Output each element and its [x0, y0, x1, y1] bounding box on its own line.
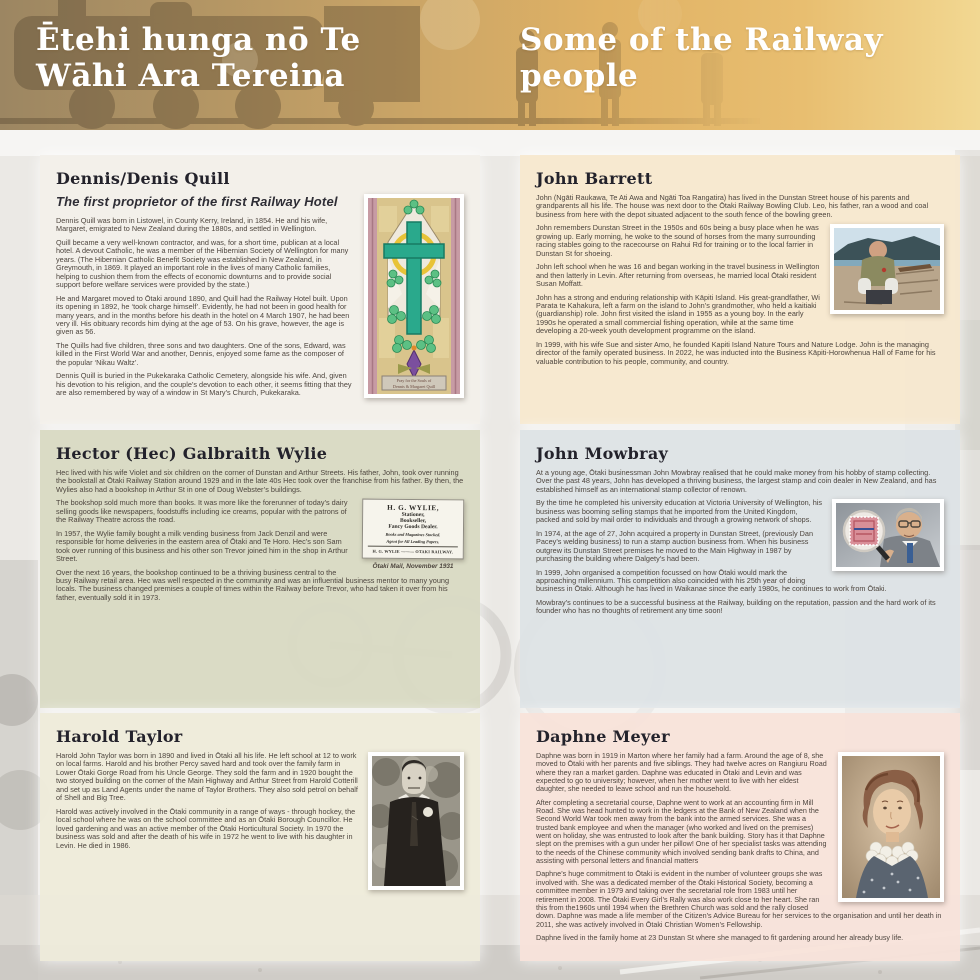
meyer-paragraph: Daphne was born in 1919 in Marton where her family had a farm. Around the age of 8, she moved to Ōtaki with her parents and five siblings. They had twelve acres on Rangiuru Road where they ran a market garden. Daphne was educated in Ōtaki and Levin and was expected to go to university; however, when her mother went to live with her eldest daughter, she needed to leave school and run the household. [536, 751, 827, 794]
quill-stained-glass-photo [364, 194, 464, 398]
barrett-photo [830, 224, 944, 314]
mowbray-paragraph: By the time he completed his university education at Victoria University of Wellington, his business was booming selling stamps that he imported from the United Kingdom, packed and sold by mail order to individuals and through a growing network of shops. [536, 498, 823, 525]
barrett-paragraph: John has a strong and enduring relationship with Kāpiti Island. His great-grandfather, Wi Parata te Kahakura, left a farm on the island to John’s grandmother, who held a kaitiaki (guardianship) role. John first visited the island in 1955 as a young boy. In the early 1990s he operated a small commercial fishing operation, while at the same time developing a 20-week youth development programme on the island. [536, 292, 820, 336]
stained-glass-window-image [368, 198, 460, 394]
barrett-heading: John Barrett [536, 169, 653, 188]
section-john-mowbray [520, 430, 960, 708]
wylie-heading: Hector (Hec) Galbraith Wylie [56, 444, 328, 463]
wylie-ad-caption: Ōtaki Mail, November 1931 [372, 563, 454, 571]
ad-line: Bookseller, [400, 518, 427, 525]
wylie-newspaper-ad [362, 499, 464, 570]
barrett-paragraph: In 1999, with his wife Sue and sister Amo, he founded Kapiti Island Nature Tours and Nature Lodge. John is the managing director of the family operated business. In 2022, he was inducted into the Business Kāpiti-Horowhenua Hall of Fame for his valuable contribution to his people, community, and country. [536, 339, 936, 366]
mowbray-stamp-image [836, 503, 940, 567]
window-plaque-line2: Dennis & Margaret Quill [392, 384, 436, 389]
taylor-paragraph: Harold John Taylor was born in 1890 and lived in Ōtaki all his life. He left school at 12 to work on local farms. Harold and his brother Percy saved hard and took over the family farm in Lower Ōtaki Gorge Road from his Uncle George. They sold the farm and in 1920 bought the two storyed building on the corner of the Main Highway and Arthur Street from Harold Cotterill and set up as Land Agents under the name of Taylor Brothers. They also sold petrol on behalf of Shell and Big Tree. [56, 751, 358, 803]
meyer-portrait-image [842, 756, 940, 898]
quill-paragraph: The Quills had five children, three sons and two daughters. One of the sons, Edward, was killed in the First World War and another, Dennis, enjoyed some fame as the composer of the popular ‘Nikau Waltz’. [56, 340, 346, 367]
ad-line: Books and Magazines Stocked. [385, 532, 441, 538]
taylor-paragraph: Harold was actively involved in the Ōtaki community in a range of ways - through hockey, the local school where he was on the school committee and as an Ōtaki Borough Councillor. He loved gardening and was an active member of the Ōtaki Horticultural Society. In 1970 the business was sold and after the death of his wife in 1972 he went to live with his daughter in Levin. He died in 1986. [56, 806, 356, 850]
ad-divider [368, 546, 458, 548]
mowbray-paragraph: In 1999, John organised a competition focussed on how Ōtaki would mark the approaching millennium. This competition also coincided with his 25th year of doing business in Ōtaki. Although he has lived in Waikanae since the early 1980s, he continues to work from Ōtaki. [536, 567, 887, 594]
ad-line: H. G. WYLIE ——— OTAKI RAILWAY. [372, 549, 454, 555]
section-hec-wylie [40, 430, 480, 708]
wylie-paragraph: The bookshop sold much more than books. It was more like the forerunner of today’s dairy selling goods like newspapers, foodstuffs including ice creams, popular with the patrons of the Railway Theatre across the road. [56, 498, 348, 525]
meyer-paragraph: After completing a secretarial course, Daphne went to work at an accounting firm in Mill Road. She was head hunted to work in the ledgers at the Bank of New Zealand when the Second World War took men away from the bank into the armed services. She was a trusted bank employee and when the manager (who worked and lived on the premises) went on holiday, she was entrusted to look after the bank building. Story has it that Daphne slept on the premises with a gun under her pillow! One of her specialist tasks was attending to the needs of the Chinese community which involved sending bank drafts to China, and assisting with personal letters and financial matters [536, 797, 827, 866]
ad-line: Agent for All Leading Papers. [386, 539, 440, 545]
quill-subheading: The first proprietor of the first Railway Hotel [56, 194, 338, 209]
title-english: Some of the Railway people [520, 22, 883, 95]
title-maori: Ētehi hunga nō Te Wāhi Ara Tereina [36, 22, 361, 95]
section-harold-taylor [40, 713, 480, 961]
window-plaque-line1: Pray for the Souls of [396, 378, 432, 383]
ad-line: Fancy Goods Dealer. [388, 524, 438, 531]
mowbray-heading: John Mowbray [536, 444, 669, 463]
newspaper-clipping [362, 499, 465, 560]
wylie-paragraph: In 1957, the Wylie family bought a milk vending business from Jack Denzil and were responsible for home deliveries in the eastern area of Ōtaki and Te Horo. Hec’s son Sam took over running of this business and his other son Trevor joined him in the shop in Arthur Street. [56, 528, 348, 564]
section-dennis-quill [40, 155, 480, 424]
quill-paragraph: Dennis Quill was born in Listowel, in County Kerry, Ireland, in 1854. He and his wife, Margaret, emigrated to New Zealand during the 1880s, and settled in Wellington. [56, 216, 328, 234]
mowbray-paragraph: In 1974, at the age of 27, John acquired a property in Dunstan Street, (previously Dan Pacey’s welding business) to run a stamp auction business from. When his business outgrew its Dunstan Street premises he moved to the Main Highway in 1987 by purchasing the building where Dalgety’s had been. [536, 528, 814, 564]
wylie-paragraph: Over the next 16 years, the bookshop continued to be a thriving business central to the busy Railway retail area. Hec was well respected in the community and was an influential business mentor to many young locals. The business changed premises a couple of times within the Railway before Trevor, who had taken it over from his father, eventually sold it in 1973. [56, 567, 450, 602]
meyer-paragraph: Daphne’s huge commitment to Ōtaki is evident in the number of volunteer groups she was involved with. She was a dedicated member of the Ōtaki Historical Society, becoming a committee member in 1979 and taking over the secretarial role from 1983 until her retirement in 2008. The Ōtaki Every Girl’s Rally was also work close to her heart. She ran this from the1960s until 1994 when the Brethren Church was sold and the rally closed down. Daphne was made a life member of the Citizen’s Advice Bureau for her services to the organisation and until her death in 2011, she was actively involved in Ōtaki Christian Women’s Fellowship. [536, 869, 942, 929]
ad-line: Stationer, [401, 512, 425, 519]
barrett-paragraph: John left school when he was 16 and began working in the travel business in Wellington and then latterly in Levin. After returning from overseas, he married local Ōtaki resident Susan Moffatt. [536, 262, 820, 289]
wylie-paragraph: Hec lived with his wife Violet and six children on the corner of Dunstan and Arthur Streets. His father, John, took over running the bookstall at Ōtaki Railway Station around 1929 and in the late 40s Hec took over the franchise from his father. By then, the Wylies also had a bookshop in Arthur St in one of Doug Webster’s buildings. [56, 468, 464, 494]
barrett-paragraph: John (Ngāti Raukawa, Te Ati Awa and Ngāti Toa Rangatira) has lived in the Dunstan Street house of his parents and grandparents all his life. The house was next door to the Ōtaki Railway Bowling Club. Leo, his father, ran a wood and coal business from here with the depot situated adjacent to the south fence of the bowling green. [536, 193, 929, 219]
meyer-heading: Daphne Meyer [536, 727, 670, 746]
quill-paragraph: He and Margaret moved to Ōtaki around 1890, and Quill had the Railway Hotel built. Upon its opening in 1892, he ‘took charge himself’. Evidently, he had not been in good health for many years, and in the months before his death in the hotel on 4 March 1907, he had been very ill. His obituary records him dying at the age of 53. On his grave, however, the age is given as 56. [56, 293, 350, 337]
mowbray-paragraph: Mowbray’s continues to be a successful business at the Railway, building on the reputation, passion and the hard work of its founder who has no thoughts of retirement any time soon! [536, 597, 936, 616]
mowbray-paragraph: At a young age, Ōtaki businessman John Mowbray realised that he could make money from his hobby of stamp collecting. Over the past 48 years, John has developed a thriving business, the largest stamp and coin dealer in New Zealand, and has established himself as an international stamp collector of renown. [536, 468, 937, 494]
quill-paragraph: Dennis Quill is buried in the Pukekaraka Catholic Cemetery, alongside his wife. And, given his devotion to his religion, and the couple’s devotion to each other, it seems fitting that they are also remembered by way of a window in St Mary’s Church, Pukekaraka. [56, 371, 352, 398]
meyer-paragraph: Daphne lived in the family home at 23 Dunstan St where she managed to fit gardening around her already busy life. [536, 932, 904, 942]
mowbray-photo [832, 499, 944, 571]
taylor-heading: Harold Taylor [56, 727, 183, 746]
taylor-photo [368, 752, 464, 890]
taylor-portrait-image [372, 756, 460, 886]
barrett-beach-image [834, 228, 940, 310]
quill-heading: Dennis/Denis Quill [56, 169, 230, 188]
meyer-photo [838, 752, 944, 902]
header-band [0, 0, 980, 130]
barrett-paragraph: John remembers Dunstan Street in the 1950s and 60s being a busy place when he was growing up. Early morning, he woke to the sound of horses from the many surrounding racing stables going to the racecourse on Rahui Rd for training or to the local farrier in Dunstan St for shoeing. [536, 223, 819, 258]
section-daphne-meyer [520, 713, 960, 961]
section-john-barrett [520, 155, 960, 424]
ad-line: H. G. WYLIE, [387, 504, 440, 513]
quill-paragraph: Quill became a very well-known contractor, and was, for a short time, publican at a local hotel. A devout Catholic, he was a member of the Hibernian Society of Wellington for many years. (The Hibernian Catholic Benefit Society was established in New Zealand, in Greymouth, in 1869. It played an important role in the lives of many Catholic families, helping to cushion them from the effects of economic downturns and to provide social support before welfare services were provided by the state.) [56, 237, 349, 290]
